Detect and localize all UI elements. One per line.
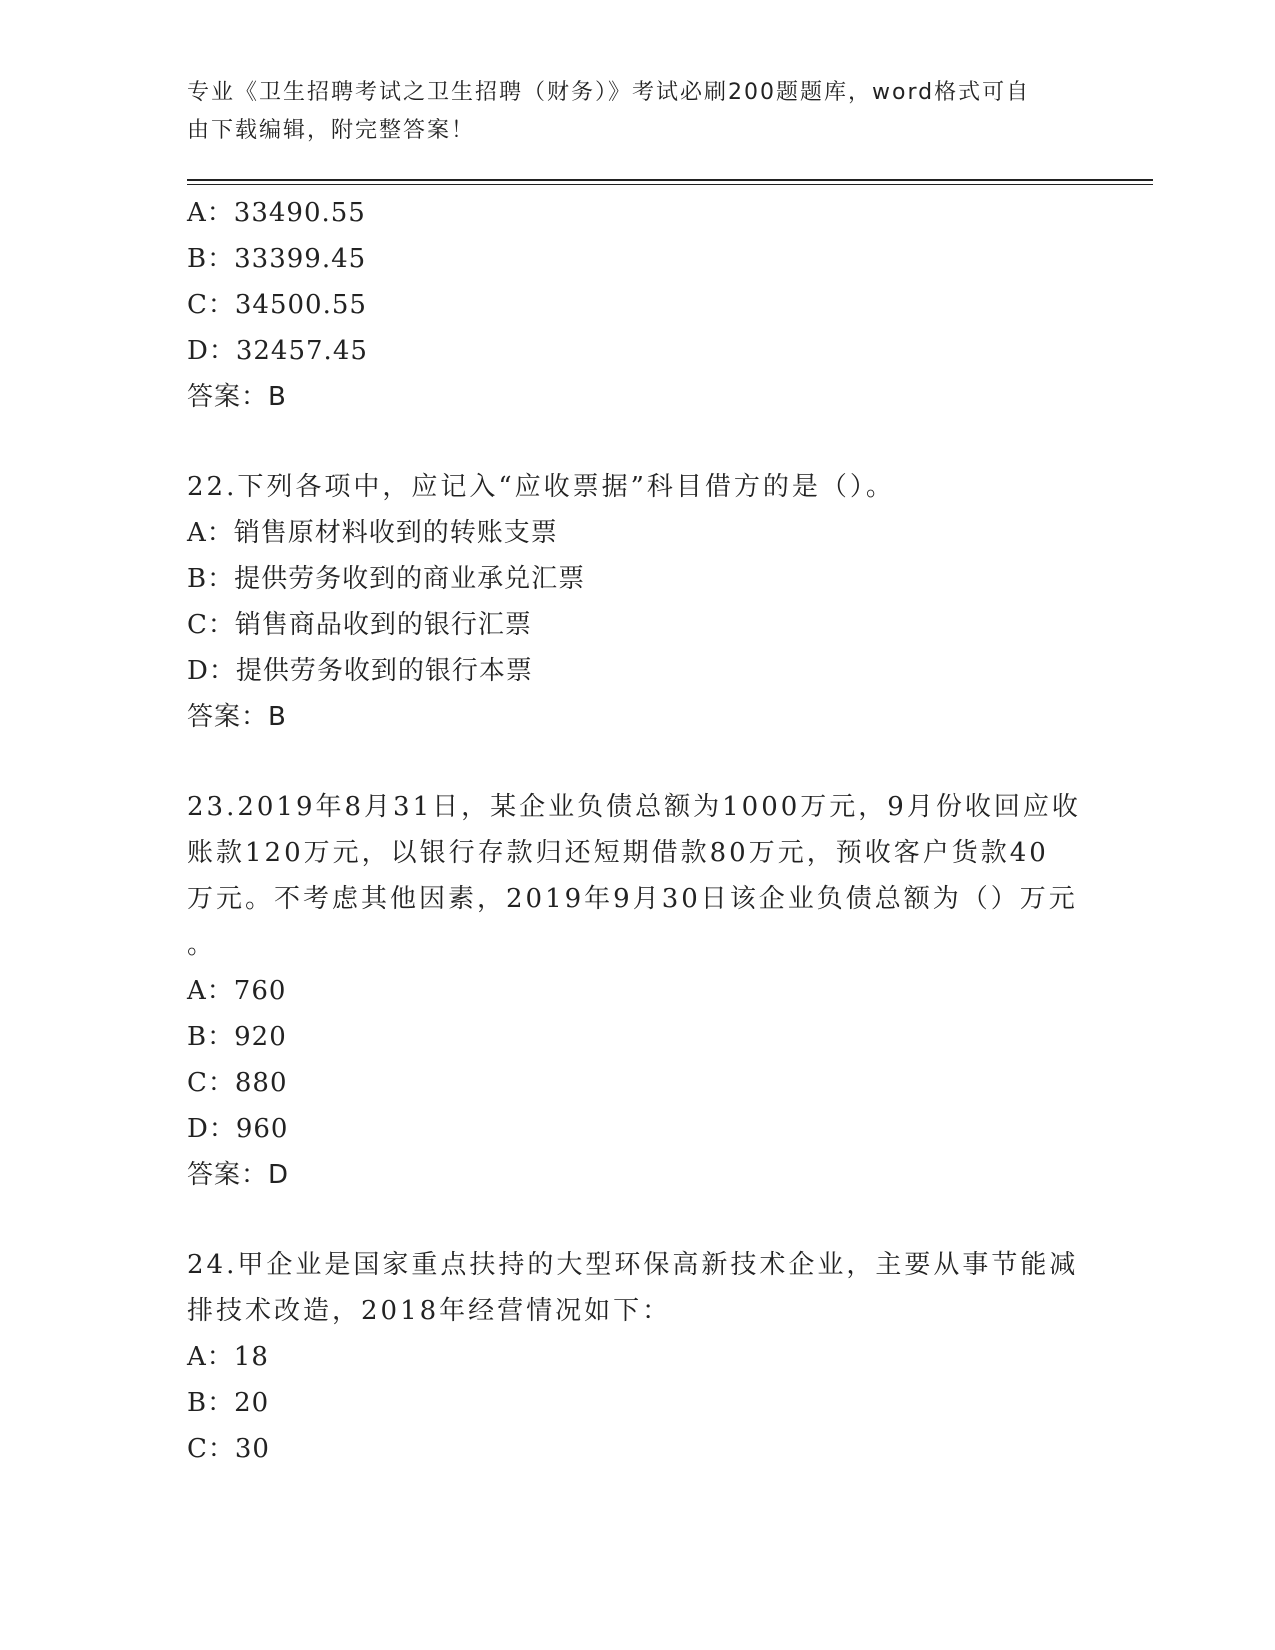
option-d: D：32457.45 — [187, 336, 368, 366]
option-a: A：33490.55 — [187, 198, 366, 228]
question-23 — [187, 784, 1087, 1198]
answer-line: 答案：B — [187, 382, 287, 412]
option-a: A：760 — [187, 976, 287, 1006]
spacer — [187, 1198, 1087, 1242]
question-stem-line-2: 排技术改造，2018年经营情况如下： — [187, 1296, 672, 1326]
document-header — [187, 74, 1067, 150]
option-d: D：960 — [187, 1114, 289, 1144]
option-b: B：提供劳务收到的商业承兑汇票 — [187, 564, 586, 594]
question-stem-line-1: 24.甲企业是国家重点扶持的大型环保高新技术企业，主要从事节能减 — [187, 1250, 1079, 1280]
option-c: C：30 — [187, 1434, 270, 1464]
header-divider-thick — [187, 179, 1153, 181]
option-a: A：18 — [187, 1342, 269, 1372]
question-list — [187, 190, 1087, 1472]
option-a: A：销售原材料收到的转账支票 — [187, 518, 558, 548]
question-24 — [187, 1242, 1087, 1472]
answer-line: 答案：D — [187, 1160, 290, 1190]
question-22 — [187, 464, 1087, 740]
option-b: B：33399.45 — [187, 244, 367, 274]
question-stem: 22.下列各项中，应记入“应收票据”科目借方的是（）。 — [187, 472, 895, 502]
option-b: B：920 — [187, 1022, 287, 1052]
question-stem-line-4: 。 — [187, 930, 217, 960]
option-c: C：销售商品收到的银行汇票 — [187, 610, 532, 640]
option-b: B：20 — [187, 1388, 270, 1418]
option-d: D：提供劳务收到的银行本票 — [187, 656, 533, 686]
question-stem-line-2: 账款120万元，以银行存款归还短期借款80万元，预收客户货款40 — [187, 838, 1049, 868]
spacer — [187, 420, 1087, 464]
header-line-2: 由下载编辑，附完整答案！ — [187, 118, 476, 143]
header-line-1: 专业《卫生招聘考试之卫生招聘（财务）》考试必刷200题题库，word格式可自 — [187, 80, 1031, 105]
question-21 — [187, 190, 1087, 420]
spacer — [187, 740, 1087, 784]
header-divider-thin — [187, 184, 1153, 185]
answer-line: 答案：B — [187, 702, 287, 732]
question-stem-line-3: 万元。不考虑其他因素，2019年9月30日该企业负债总额为（）万元 — [187, 884, 1078, 914]
question-stem-line-1: 23.2019年8月31日，某企业负债总额为1000万元，9月份收回应收 — [187, 792, 1081, 822]
option-c: C：880 — [187, 1068, 288, 1098]
option-c: C：34500.55 — [187, 290, 367, 320]
